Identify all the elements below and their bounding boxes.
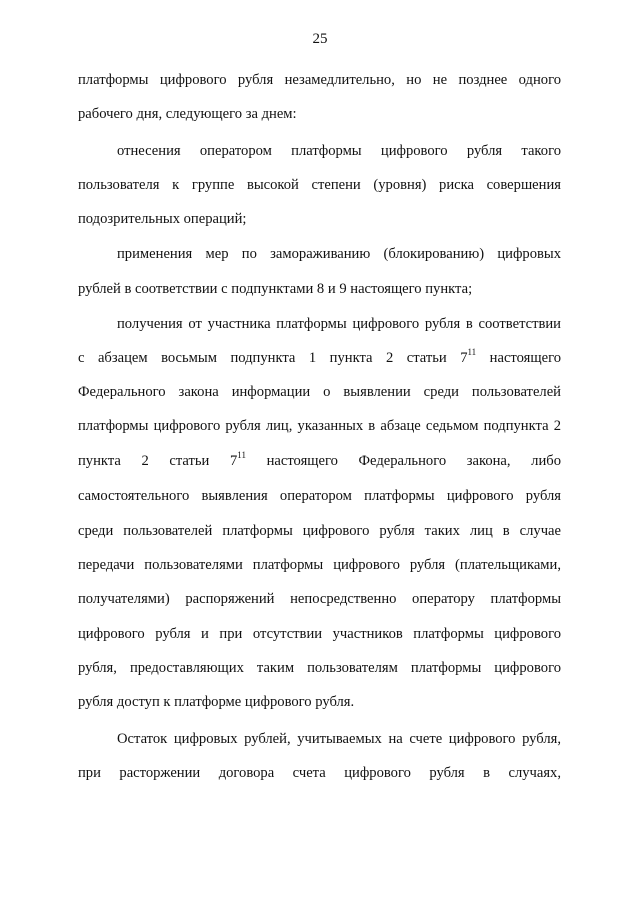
text-line: передачи пользователями платформы цифрового рубля (плательщиками, [78, 557, 561, 573]
text-line: рубля, предоставляющих таким пользователям платформы цифрового [78, 660, 561, 676]
text-line: платформы цифрового рубля лиц, указанных в абзаце седьмом подпункта 2 [78, 418, 561, 434]
text-line: платформы цифрового рубля незамедлительно, но не позднее одного [78, 72, 561, 88]
text-fragment: настоящего [489, 350, 561, 366]
superscript: 11 [467, 347, 477, 358]
text-line: отнесения оператором платформы цифрового рубля такого [117, 143, 561, 159]
text-line-with-superscript [78, 451, 561, 471]
page-number: 25 [312, 31, 328, 47]
text-line: подозрительных операций; [78, 211, 247, 227]
text-line: самостоятельного выявления оператором платформы цифрового рубля [78, 488, 561, 504]
text-fragment: с абзацем восьмым подпункта 1 пункта 2 статьи 7 [78, 350, 468, 366]
text-line: при расторжении договора счета цифрового рубля в случаях, [78, 765, 561, 781]
text-line: получения от участника платформы цифрового рубля в соответствии [117, 316, 561, 332]
text-line-with-superscript [78, 348, 561, 368]
text-line: пользователя к группе высокой степени (уровня) риска совершения [78, 177, 561, 193]
text-line: получателями) распоряжений непосредственно оператору платформы [78, 591, 561, 607]
text-line: рабочего дня, следующего за днем: [78, 106, 297, 122]
text-line: применения мер по замораживанию (блокированию) цифровых [117, 246, 561, 262]
text-line: Остаток цифровых рублей, учитываемых на счете цифрового рубля, [117, 731, 561, 747]
text-fragment: пункта 2 статьи 7 [78, 453, 238, 469]
text-line: среди пользователей платформы цифрового рубля таких лиц в случае [78, 523, 561, 539]
text-line: Федерального закона информации о выявлении среди пользователей [78, 384, 561, 400]
text-line: рубля доступ к платформе цифрового рубля. [78, 694, 355, 710]
text-line: цифрового рубля и при отсутствии участников платформы цифрового [78, 626, 561, 642]
text-fragment: настоящего Федерального закона, либо [266, 453, 561, 469]
superscript: 11 [237, 450, 246, 461]
text-line: рублей в соответствии с подпунктами 8 и 9 настоящего пункта; [78, 281, 473, 297]
